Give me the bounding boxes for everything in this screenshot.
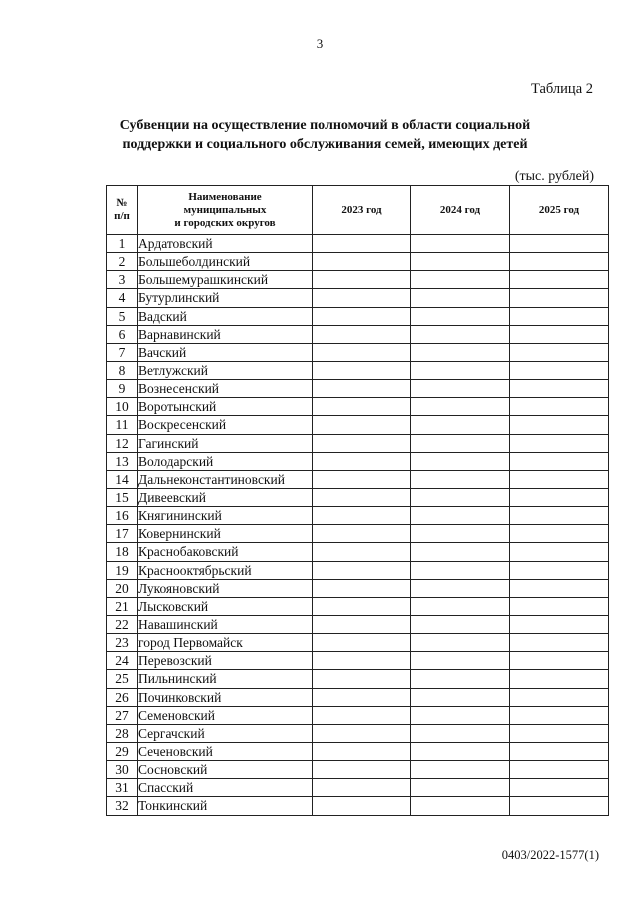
row-name-cell: Перевозский bbox=[138, 652, 313, 670]
table-row bbox=[107, 561, 609, 579]
row-2023-cell bbox=[313, 761, 411, 779]
row-2023-cell bbox=[313, 416, 411, 434]
table-label: Таблица 2 bbox=[530, 81, 593, 97]
row-name-cell: Пильнинский bbox=[138, 670, 313, 688]
row-2024-cell bbox=[411, 271, 510, 289]
row-number-cell: 16 bbox=[107, 507, 138, 525]
row-2024-cell bbox=[411, 380, 510, 398]
table-row bbox=[107, 235, 609, 253]
row-number-cell: 27 bbox=[107, 706, 138, 724]
row-2024-cell bbox=[411, 742, 510, 760]
table-row bbox=[107, 634, 609, 652]
table-row bbox=[107, 416, 609, 434]
row-number-cell: 32 bbox=[107, 797, 138, 815]
row-2023-cell bbox=[313, 652, 411, 670]
row-number-cell: 1 bbox=[107, 235, 138, 253]
table-row bbox=[107, 307, 609, 325]
row-2024-cell bbox=[411, 343, 510, 361]
document-code: 0403/2022-1577(1) bbox=[501, 848, 599, 862]
page-number: 3 bbox=[316, 36, 324, 51]
table-row bbox=[107, 597, 609, 615]
row-name-cell: Ковернинский bbox=[138, 525, 313, 543]
table-header-row bbox=[107, 186, 609, 235]
row-2023-cell bbox=[313, 706, 411, 724]
header-2025: 2025 год bbox=[510, 186, 609, 235]
row-2023-cell bbox=[313, 343, 411, 361]
row-2024-cell bbox=[411, 253, 510, 271]
table-row bbox=[107, 688, 609, 706]
row-number-cell: 26 bbox=[107, 688, 138, 706]
table-row bbox=[107, 615, 609, 633]
row-2023-cell bbox=[313, 543, 411, 561]
row-2024-cell bbox=[411, 579, 510, 597]
row-name-cell: Володарский bbox=[138, 452, 313, 470]
row-2025-cell bbox=[510, 615, 609, 633]
row-2024-cell bbox=[411, 325, 510, 343]
row-2025-cell bbox=[510, 706, 609, 724]
row-name-cell: Гагинский bbox=[138, 434, 313, 452]
row-2025-cell bbox=[510, 742, 609, 760]
row-name-cell: Лысковский bbox=[138, 597, 313, 615]
row-number-cell: 24 bbox=[107, 652, 138, 670]
row-2023-cell bbox=[313, 597, 411, 615]
row-2023-cell bbox=[313, 398, 411, 416]
table-row bbox=[107, 325, 609, 343]
row-name-cell: Воскресенский bbox=[138, 416, 313, 434]
header-name bbox=[138, 186, 313, 235]
row-name-cell: Починковский bbox=[138, 688, 313, 706]
row-number-cell: 19 bbox=[107, 561, 138, 579]
row-name-cell: Дальнеконстантиновский bbox=[138, 470, 313, 488]
row-2023-cell bbox=[313, 797, 411, 815]
row-2025-cell bbox=[510, 561, 609, 579]
table-row bbox=[107, 253, 609, 271]
header-2024: 2024 год bbox=[411, 186, 510, 235]
table-row bbox=[107, 380, 609, 398]
row-2024-cell bbox=[411, 597, 510, 615]
row-2025-cell bbox=[510, 688, 609, 706]
header-name-line-2: муниципальных bbox=[183, 203, 267, 216]
row-name-cell: Варнавинский bbox=[138, 325, 313, 343]
row-2023-cell bbox=[313, 579, 411, 597]
row-2025-cell bbox=[510, 597, 609, 615]
row-2024-cell bbox=[411, 652, 510, 670]
row-2023-cell bbox=[313, 561, 411, 579]
row-2025-cell bbox=[510, 307, 609, 325]
table-row bbox=[107, 507, 609, 525]
table-row bbox=[107, 271, 609, 289]
header-number bbox=[107, 186, 138, 235]
row-number-cell: 22 bbox=[107, 615, 138, 633]
row-number-cell: 6 bbox=[107, 325, 138, 343]
row-2025-cell bbox=[510, 253, 609, 271]
row-name-cell: Лукояновский bbox=[138, 579, 313, 597]
row-2024-cell bbox=[411, 452, 510, 470]
row-2023-cell bbox=[313, 307, 411, 325]
row-2025-cell bbox=[510, 724, 609, 742]
header-name-line-1: Наименование bbox=[188, 190, 262, 203]
row-name-cell: Ардатовский bbox=[138, 235, 313, 253]
row-2025-cell bbox=[510, 670, 609, 688]
row-number-cell: 23 bbox=[107, 634, 138, 652]
row-name-cell: Вознесенский bbox=[138, 380, 313, 398]
row-number-cell: 17 bbox=[107, 525, 138, 543]
row-number-cell: 9 bbox=[107, 380, 138, 398]
row-2023-cell bbox=[313, 325, 411, 343]
row-number-cell: 14 bbox=[107, 470, 138, 488]
row-2025-cell bbox=[510, 416, 609, 434]
row-name-cell: Бутурлинский bbox=[138, 289, 313, 307]
table-row bbox=[107, 779, 609, 797]
row-2023-cell bbox=[313, 434, 411, 452]
row-number-cell: 21 bbox=[107, 597, 138, 615]
row-2023-cell bbox=[313, 271, 411, 289]
row-2023-cell bbox=[313, 235, 411, 253]
table-row bbox=[107, 706, 609, 724]
row-number-cell: 29 bbox=[107, 742, 138, 760]
row-number-cell: 13 bbox=[107, 452, 138, 470]
row-2023-cell bbox=[313, 289, 411, 307]
row-name-cell: Ветлужский bbox=[138, 361, 313, 379]
table-row bbox=[107, 579, 609, 597]
row-2023-cell bbox=[313, 779, 411, 797]
row-2025-cell bbox=[510, 797, 609, 815]
row-2023-cell bbox=[313, 253, 411, 271]
units-label: (тыс. рублей) bbox=[514, 169, 594, 184]
row-2025-cell bbox=[510, 289, 609, 307]
row-name-cell: Большеболдинский bbox=[138, 253, 313, 271]
row-2023-cell bbox=[313, 380, 411, 398]
row-2024-cell bbox=[411, 634, 510, 652]
row-number-cell: 11 bbox=[107, 416, 138, 434]
table-row bbox=[107, 361, 609, 379]
row-2024-cell bbox=[411, 670, 510, 688]
row-number-cell: 4 bbox=[107, 289, 138, 307]
header-number-line-2: п/п bbox=[114, 210, 130, 222]
row-name-cell: Семеновский bbox=[138, 706, 313, 724]
row-2024-cell bbox=[411, 416, 510, 434]
row-2025-cell bbox=[510, 779, 609, 797]
row-number-cell: 3 bbox=[107, 271, 138, 289]
table-row bbox=[107, 452, 609, 470]
row-2024-cell bbox=[411, 488, 510, 506]
row-2023-cell bbox=[313, 724, 411, 742]
row-number-cell: 7 bbox=[107, 343, 138, 361]
row-2024-cell bbox=[411, 525, 510, 543]
document-title-line-2: поддержки и социального обслуживания семей, имеющих детей bbox=[122, 137, 528, 152]
row-2025-cell bbox=[510, 380, 609, 398]
row-name-cell: Краснобаковский bbox=[138, 543, 313, 561]
row-2025-cell bbox=[510, 507, 609, 525]
table-row bbox=[107, 470, 609, 488]
row-name-cell: Большемурашкинский bbox=[138, 271, 313, 289]
table-row bbox=[107, 742, 609, 760]
row-2024-cell bbox=[411, 361, 510, 379]
row-2025-cell bbox=[510, 543, 609, 561]
document-title bbox=[60, 116, 590, 154]
row-2023-cell bbox=[313, 507, 411, 525]
table-row bbox=[107, 724, 609, 742]
row-2024-cell bbox=[411, 398, 510, 416]
row-2025-cell bbox=[510, 652, 609, 670]
row-number-cell: 5 bbox=[107, 307, 138, 325]
row-2023-cell bbox=[313, 452, 411, 470]
subventions-table bbox=[106, 185, 609, 816]
row-2023-cell bbox=[313, 688, 411, 706]
row-2025-cell bbox=[510, 343, 609, 361]
row-2025-cell bbox=[510, 434, 609, 452]
row-2024-cell bbox=[411, 615, 510, 633]
table-row bbox=[107, 761, 609, 779]
row-name-cell: Навашинский bbox=[138, 615, 313, 633]
table-row bbox=[107, 652, 609, 670]
row-2025-cell bbox=[510, 271, 609, 289]
row-number-cell: 2 bbox=[107, 253, 138, 271]
row-name-cell: Краснооктябрьский bbox=[138, 561, 313, 579]
row-2024-cell bbox=[411, 507, 510, 525]
row-number-cell: 28 bbox=[107, 724, 138, 742]
table-row bbox=[107, 488, 609, 506]
table-body bbox=[107, 235, 609, 816]
row-name-cell: Спасский bbox=[138, 779, 313, 797]
row-2025-cell bbox=[510, 325, 609, 343]
row-name-cell: Сеченовский bbox=[138, 742, 313, 760]
row-2024-cell bbox=[411, 706, 510, 724]
row-2025-cell bbox=[510, 452, 609, 470]
row-name-cell: Вачский bbox=[138, 343, 313, 361]
row-name-cell: Сосновский bbox=[138, 761, 313, 779]
row-2025-cell bbox=[510, 634, 609, 652]
row-2023-cell bbox=[313, 634, 411, 652]
row-2024-cell bbox=[411, 289, 510, 307]
row-2024-cell bbox=[411, 434, 510, 452]
row-2024-cell bbox=[411, 779, 510, 797]
row-2024-cell bbox=[411, 761, 510, 779]
row-number-cell: 30 bbox=[107, 761, 138, 779]
row-number-cell: 12 bbox=[107, 434, 138, 452]
row-2023-cell bbox=[313, 615, 411, 633]
table-row bbox=[107, 398, 609, 416]
table-row bbox=[107, 543, 609, 561]
row-number-cell: 18 bbox=[107, 543, 138, 561]
row-number-cell: 31 bbox=[107, 779, 138, 797]
header-name-line-3: и городских округов bbox=[174, 216, 276, 229]
row-2023-cell bbox=[313, 670, 411, 688]
row-number-cell: 8 bbox=[107, 361, 138, 379]
row-2023-cell bbox=[313, 525, 411, 543]
row-number-cell: 25 bbox=[107, 670, 138, 688]
row-2025-cell bbox=[510, 761, 609, 779]
document-title-line-1: Субвенции на осуществление полномочий в области социальной bbox=[119, 118, 531, 133]
row-2024-cell bbox=[411, 724, 510, 742]
table-row bbox=[107, 343, 609, 361]
row-number-cell: 20 bbox=[107, 579, 138, 597]
table-row bbox=[107, 289, 609, 307]
row-number-cell: 10 bbox=[107, 398, 138, 416]
row-2025-cell bbox=[510, 235, 609, 253]
table-row bbox=[107, 434, 609, 452]
row-2023-cell bbox=[313, 488, 411, 506]
table-row bbox=[107, 797, 609, 815]
row-2025-cell bbox=[510, 470, 609, 488]
header-2023: 2023 год bbox=[313, 186, 411, 235]
row-2024-cell bbox=[411, 688, 510, 706]
row-name-cell: Княгининский bbox=[138, 507, 313, 525]
row-name-cell: город Первомайск bbox=[138, 634, 313, 652]
row-name-cell: Тонкинский bbox=[138, 797, 313, 815]
table-row bbox=[107, 525, 609, 543]
row-2025-cell bbox=[510, 579, 609, 597]
row-2024-cell bbox=[411, 543, 510, 561]
row-2024-cell bbox=[411, 561, 510, 579]
row-2025-cell bbox=[510, 488, 609, 506]
row-name-cell: Сергачский bbox=[138, 724, 313, 742]
row-2024-cell bbox=[411, 235, 510, 253]
row-2024-cell bbox=[411, 470, 510, 488]
row-2025-cell bbox=[510, 398, 609, 416]
row-2023-cell bbox=[313, 470, 411, 488]
row-name-cell: Дивеевский bbox=[138, 488, 313, 506]
row-name-cell: Воротынский bbox=[138, 398, 313, 416]
row-name-cell: Вадский bbox=[138, 307, 313, 325]
row-number-cell: 15 bbox=[107, 488, 138, 506]
row-2024-cell bbox=[411, 797, 510, 815]
header-number-line-1: № bbox=[116, 197, 128, 209]
row-2023-cell bbox=[313, 361, 411, 379]
table-row bbox=[107, 670, 609, 688]
row-2025-cell bbox=[510, 525, 609, 543]
row-2024-cell bbox=[411, 307, 510, 325]
row-2025-cell bbox=[510, 361, 609, 379]
row-2023-cell bbox=[313, 742, 411, 760]
